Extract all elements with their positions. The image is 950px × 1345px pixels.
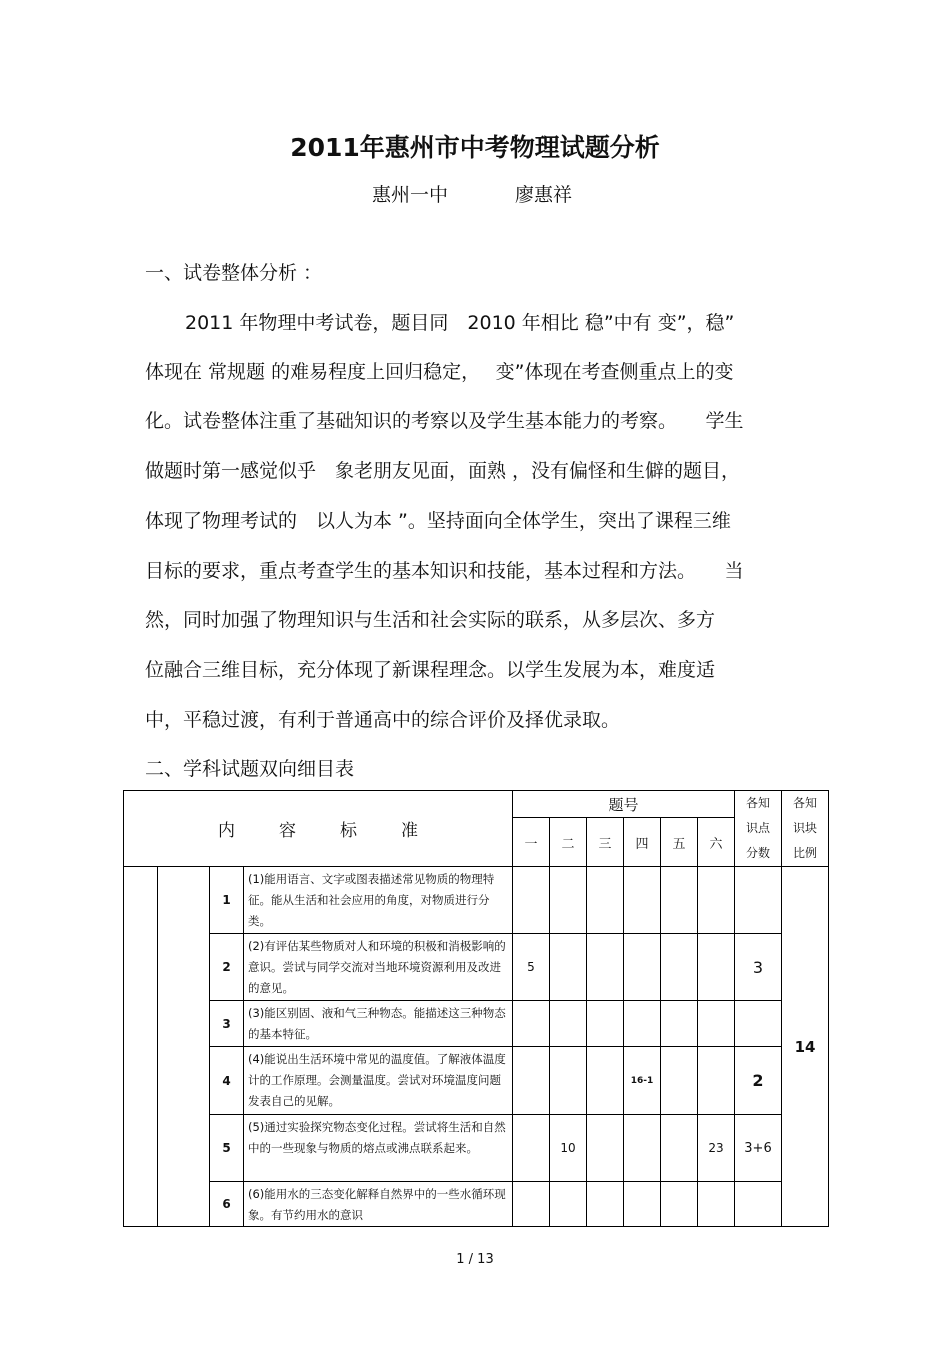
data-cell: 5 (513, 934, 550, 1001)
header-line: 各知 (792, 796, 817, 810)
points-cell (735, 1001, 782, 1047)
subcategory-cell (158, 867, 210, 1227)
points-cell (735, 867, 782, 934)
column-header: 五 (661, 818, 698, 867)
paragraph-line: 位融合三维目标，充分体现了新课程理念。以学生发展为本，难度适 (145, 659, 716, 681)
row-description: (4)能说出生活环境中常见的温度值。了解液体温度计的工作原理。会测量温度。尝试对环境温度问题发表自己的见解。 (244, 1047, 513, 1115)
data-cell (661, 867, 698, 934)
row-description: (3)能区别固、液和气三种物态。能描述这三种物态的基本特征。 (244, 1001, 513, 1047)
data-cell (698, 1047, 735, 1115)
column-header: 六 (698, 818, 735, 867)
category-cell (124, 867, 158, 1227)
question-number-header: 题号 (513, 791, 735, 818)
data-cell (587, 1115, 624, 1182)
row-index: 2 (210, 934, 244, 1001)
column-header: 三 (587, 818, 624, 867)
paragraph-line: 2011 年物理中考试卷，题目同 2010 年相比 稳”中有 变”，稳” (185, 312, 735, 334)
data-cell (587, 1001, 624, 1047)
detail-table (123, 790, 829, 1227)
header-char: 内 (218, 821, 235, 841)
content-standard-header (124, 791, 513, 867)
data-cell (624, 1182, 661, 1227)
data-cell (513, 1115, 550, 1182)
column-header: 四 (624, 818, 661, 867)
block-ratio-cell: 14 (782, 867, 829, 1227)
header-line: 识块 (792, 821, 817, 835)
points-cell (735, 1182, 782, 1227)
header-line: 分数 (745, 846, 770, 860)
header-line: 识点 (745, 821, 770, 835)
data-cell (698, 934, 735, 1001)
column-header: 一 (513, 818, 550, 867)
data-cell (661, 1001, 698, 1047)
row-index: 3 (210, 1001, 244, 1047)
row-index: 1 (210, 867, 244, 934)
header-line: 各知 (745, 796, 770, 810)
data-cell (624, 934, 661, 1001)
row-index: 4 (210, 1047, 244, 1115)
header-line: 比例 (792, 846, 817, 860)
row-index: 6 (210, 1182, 244, 1227)
paragraph-line: 化。试卷整体注重了基础知识的考察以及学生基本能力的考察。 学生 (145, 410, 744, 432)
data-cell: 10 (550, 1115, 587, 1182)
ratio-header (782, 791, 829, 867)
data-cell (550, 1047, 587, 1115)
author-name: 廖惠祥 (515, 184, 573, 206)
points-header (735, 791, 782, 867)
data-cell (624, 867, 661, 934)
paragraph-line: 目标的要求，重点考查学生的基本知识和技能，基本过程和方法。 当 (145, 560, 744, 582)
header-char: 容 (279, 821, 296, 841)
data-cell (587, 1182, 624, 1227)
data-cell (661, 1047, 698, 1115)
data-cell (698, 867, 735, 934)
paragraph-line: 然，同时加强了物理知识与生活和社会实际的联系，从多层次、多方 (145, 609, 716, 631)
data-cell (661, 1182, 698, 1227)
data-cell (698, 1182, 735, 1227)
data-cell (550, 1182, 587, 1227)
data-cell (587, 1047, 624, 1115)
data-cell (550, 867, 587, 934)
page-title: 2011年惠州市中考物理试题分析 (290, 133, 660, 162)
paragraph-line: 体现在 常规题 的难易程度上回归稳定， 变”体现在考查侧重点上的变 (145, 361, 734, 383)
data-cell (661, 934, 698, 1001)
row-description: (5)通过实验探究物态变化过程。尝试将生活和自然中的一些现象与物质的熔点或沸点联系起来。 (244, 1115, 513, 1182)
row-description: (1)能用语言、文字或图表描述常见物质的物理特征。能从生活和社会应用的角度，对物质进行分类。 (244, 867, 513, 934)
column-header: 二 (550, 818, 587, 867)
row-index: 5 (210, 1115, 244, 1182)
points-cell: 2 (735, 1047, 782, 1115)
data-cell: 16-1 (624, 1047, 661, 1115)
data-cell (661, 1115, 698, 1182)
header-char: 准 (401, 821, 418, 841)
data-cell (513, 1001, 550, 1047)
points-cell: 3+6 (735, 1115, 782, 1182)
header-char: 标 (340, 821, 357, 841)
data-cell (513, 1182, 550, 1227)
page-number: 1 / 13 (456, 1252, 494, 1267)
paragraph-line: 中，平稳过渡，有利于普通高中的综合评价及择优录取。 (145, 709, 621, 731)
paragraph-line: 体现了物理考试的 以人为本 ”。坚持面向全体学生，突出了课程三维 (145, 510, 731, 532)
data-cell (513, 1047, 550, 1115)
row-description: (2)有评估某些物质对人和环境的积极和消极影响的意识。尝试与同学交流对当地环境资源利用及改进的意见。 (244, 934, 513, 1001)
data-cell (587, 934, 624, 1001)
section-heading-2: 二、学科试题双向细目表 (145, 758, 355, 780)
data-cell (550, 934, 587, 1001)
data-cell (550, 1001, 587, 1047)
section-heading-1: 一、试卷整体分析 ： (145, 262, 323, 284)
data-cell (513, 867, 550, 934)
points-cell: 3 (735, 934, 782, 1001)
data-cell (698, 1001, 735, 1047)
data-cell (624, 1001, 661, 1047)
data-cell (587, 867, 624, 934)
author-school: 惠州一中 (372, 184, 449, 206)
row-description: (6)能用水的三态变化解释自然界中的一些水循环现象。有节约用水的意识 (244, 1182, 513, 1227)
data-cell: 23 (698, 1115, 735, 1182)
data-cell (624, 1115, 661, 1182)
paragraph-line: 做题时第一感觉似乎 象老朋友见面，面熟 ，没有偏怪和生僻的题目， (145, 460, 741, 482)
